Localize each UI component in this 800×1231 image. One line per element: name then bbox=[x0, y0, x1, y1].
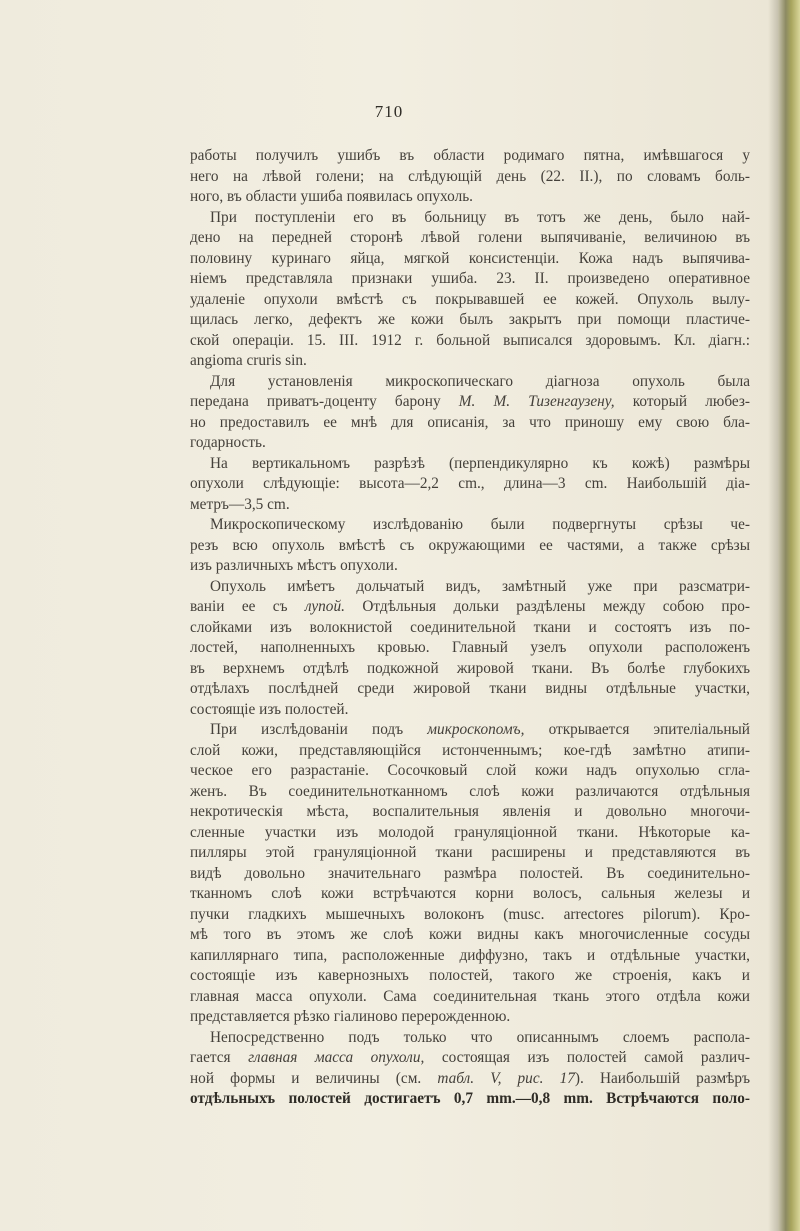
text-segment: представляется рѣзко гіалиново перерожденною. bbox=[190, 1008, 511, 1025]
text-segment: ваніи ее съ bbox=[190, 598, 305, 615]
text-line bbox=[190, 474, 750, 495]
text-line bbox=[190, 1069, 750, 1090]
text-line bbox=[190, 700, 750, 721]
text-line bbox=[190, 782, 750, 803]
text-line bbox=[190, 905, 750, 926]
text-segment: щилась легко, дефектъ же кожи былъ закрытъ при помощи пластиче- bbox=[190, 311, 750, 328]
text-line bbox=[190, 351, 750, 372]
text-line bbox=[190, 249, 750, 270]
text-line bbox=[190, 556, 750, 577]
text-segment: передана приватъ-доценту барону bbox=[190, 393, 459, 410]
text-segment: женъ. Въ соединительнотканномъ слоѣ кожи различаются отдѣльныя bbox=[190, 782, 750, 800]
text-segment: состоящая изъ полостей самой различ- bbox=[424, 1049, 751, 1066]
text-segment: который любез- bbox=[614, 393, 751, 410]
text-line bbox=[190, 495, 750, 516]
text-segment: отдѣльныхъ полостей достигаетъ 0,7 mm.—0,8 mm. Встрѣчаются поло- bbox=[190, 1090, 750, 1107]
text-line bbox=[190, 1048, 750, 1069]
text-segment: некротическія мѣста, воспалительныя явленія и довольно многочи- bbox=[190, 803, 750, 820]
text-line bbox=[190, 1089, 750, 1110]
text-segment: опухоли слѣдующіе: высота—2,2 cm., длина—3 cm. Наибольшій діа- bbox=[190, 475, 750, 492]
italic-segment: лупой. bbox=[304, 598, 345, 615]
text-segment: главная масса опухоли. Сама соединительная ткань этого отдѣла кожи bbox=[190, 987, 750, 1005]
text-line bbox=[190, 290, 750, 311]
text-segment: На вертикальномъ разрѣзѣ (перпендикулярно къ кожѣ) размѣры bbox=[210, 454, 750, 472]
text-segment: состоящіе изъ кавернозныхъ полостей, такого же строенія, какъ и bbox=[190, 967, 750, 984]
body-text bbox=[190, 146, 750, 1110]
text-line bbox=[190, 413, 750, 434]
text-line bbox=[190, 269, 750, 290]
text-line bbox=[190, 987, 750, 1008]
text-segment: ніемъ представляла признаки ушиба. 23. II. произведено оперативное bbox=[190, 270, 750, 287]
text-line bbox=[190, 741, 750, 762]
text-line bbox=[190, 454, 750, 475]
text-line bbox=[190, 187, 750, 208]
text-segment: Для установленія микроскопическаго діагноза опухоль была bbox=[210, 372, 750, 390]
text-segment: При изслѣдованіи подъ bbox=[210, 721, 428, 738]
text-segment: Непосредственно подъ только что описаннымъ слоемъ распола- bbox=[210, 1028, 750, 1046]
text-segment: ного, въ области ушиба появилась опухоль. bbox=[190, 188, 473, 205]
text-line bbox=[190, 536, 750, 557]
text-segment: тканномъ слоѣ кожи встрѣчаются корни волосъ, сальныя железы и bbox=[190, 885, 750, 902]
text-line bbox=[190, 946, 750, 967]
text-segment: состоящіе изъ полостей. bbox=[190, 700, 349, 718]
text-line bbox=[190, 433, 750, 454]
text-line bbox=[190, 208, 750, 229]
text-line bbox=[190, 372, 750, 393]
text-segment: но предоставилъ ее мнѣ для описанія, за что приношу ему свою бла- bbox=[190, 413, 750, 431]
text-line bbox=[190, 843, 750, 864]
text-segment: резъ всю опухоль вмѣстѣ съ окружающими ее частями, а также срѣзы bbox=[190, 536, 750, 554]
text-segment: годарность. bbox=[190, 434, 266, 451]
text-line bbox=[190, 597, 750, 618]
text-segment: него на лѣвой голени; на слѣдующій день (22. II.), по словамъ боль- bbox=[190, 167, 750, 185]
text-line bbox=[190, 802, 750, 823]
text-segment: angioma cruris sin. bbox=[190, 352, 307, 369]
text-line bbox=[190, 228, 750, 249]
text-segment: слойками изъ волокнистой соединительной ткани и состоятъ изъ по- bbox=[190, 618, 750, 636]
text-segment: удаленіе опухоли вмѣстѣ съ покрывавшей ее кожей. Опухоль вылу- bbox=[190, 290, 750, 308]
text-line bbox=[190, 925, 750, 946]
page-number: 710 bbox=[374, 102, 404, 121]
text-line bbox=[190, 1007, 750, 1028]
text-line bbox=[190, 761, 750, 782]
text-segment: лостей, наполненныхъ кровью. Главный узелъ опухоли расположенъ bbox=[190, 639, 750, 656]
text-segment: капиллярнаго типа, расположенные диффузно, такъ и отдѣльные участки, bbox=[190, 946, 750, 964]
book-edge bbox=[778, 0, 800, 1231]
text-segment: слой кожи, представляющійся истонченнымъ; кое-гдѣ замѣтно атипи- bbox=[190, 741, 750, 759]
text-line bbox=[190, 659, 750, 680]
text-segment: ческое его разрастаніе. Сосочковый слой кожи надъ опухолью сгла- bbox=[190, 762, 750, 779]
text-line bbox=[190, 966, 750, 987]
italic-segment: М. М. Тизенгаузену, bbox=[458, 393, 615, 410]
text-segment: половину куринаго яйца, мягкой консистенціи. Кожа надъ выпячива- bbox=[190, 249, 750, 267]
text-segment: пучки гладкихъ мышечныхъ волоконъ (musc. arrectores pilorum). Кро- bbox=[190, 905, 750, 923]
text-segment: открывается эпителіальный bbox=[524, 721, 750, 738]
page-gutter-shadow bbox=[768, 0, 778, 1231]
text-segment: работы получилъ ушибъ въ области родимаго пятна, имѣвшагося у bbox=[190, 147, 750, 164]
text-line bbox=[190, 884, 750, 905]
text-line bbox=[190, 864, 750, 885]
text-segment: ской операціи. 15. III. 1912 г. больной выписался здоровымъ. Кл. діагн.: bbox=[190, 331, 750, 349]
text-segment: изъ различныхъ мѣстъ опухоли. bbox=[190, 557, 398, 574]
text-line bbox=[190, 618, 750, 639]
text-line bbox=[190, 515, 750, 536]
italic-segment: микроскопомъ, bbox=[427, 721, 525, 738]
italic-segment: главная масса опухоли, bbox=[248, 1049, 425, 1066]
text-segment: ). Наибольшій размѣръ bbox=[574, 1069, 750, 1087]
text-segment: сленные участки изъ молодой грануляціонной ткани. Нѣкоторые ка- bbox=[190, 823, 750, 841]
text-line bbox=[190, 392, 750, 413]
text-segment: При поступленіи его въ больницу въ тотъ же день, было най- bbox=[210, 208, 750, 226]
text-segment: метръ—3,5 cm. bbox=[190, 495, 290, 513]
text-segment: мѣ того въ этомъ же слоѣ кожи видны какъ многочисленные сосуды bbox=[190, 926, 750, 943]
text-segment: пилляры этой грануляціонной ткани расширены и представляются въ bbox=[190, 844, 750, 861]
text-line bbox=[190, 331, 750, 352]
text-segment: отдѣлахъ послѣдней среди жировой ткани видны отдѣльные участки, bbox=[190, 680, 750, 697]
text-line bbox=[190, 1028, 750, 1049]
text-line bbox=[190, 638, 750, 659]
text-line bbox=[190, 577, 750, 598]
text-line bbox=[190, 167, 750, 188]
text-segment: ной формы и величины (см. bbox=[190, 1069, 438, 1087]
text-segment: дено на передней сторонѣ лѣвой голени выпячиваніе, величиною въ bbox=[190, 229, 750, 246]
text-segment: видѣ довольно значительнаго размѣра полостей. Въ соединительно- bbox=[190, 864, 750, 882]
text-line bbox=[190, 310, 750, 331]
text-segment: въ верхнемъ отдѣлѣ подкожной жировой ткани. Въ болѣе глубокихъ bbox=[190, 659, 750, 677]
text-segment: гается bbox=[190, 1049, 249, 1066]
text-segment: Отдѣльныя дольки раздѣлены между собою про- bbox=[344, 598, 751, 615]
text-segment: Микроскопическому изслѣдованію были подвергнуты срѣзы че- bbox=[210, 516, 750, 533]
text-line bbox=[190, 679, 750, 700]
text-segment: Опухоль имѣетъ дольчатый видъ, замѣтный уже при разсматри- bbox=[210, 577, 750, 595]
italic-segment: табл. V, рис. 17 bbox=[437, 1069, 575, 1087]
text-line bbox=[190, 720, 750, 741]
text-line bbox=[190, 146, 750, 167]
text-line bbox=[190, 823, 750, 844]
